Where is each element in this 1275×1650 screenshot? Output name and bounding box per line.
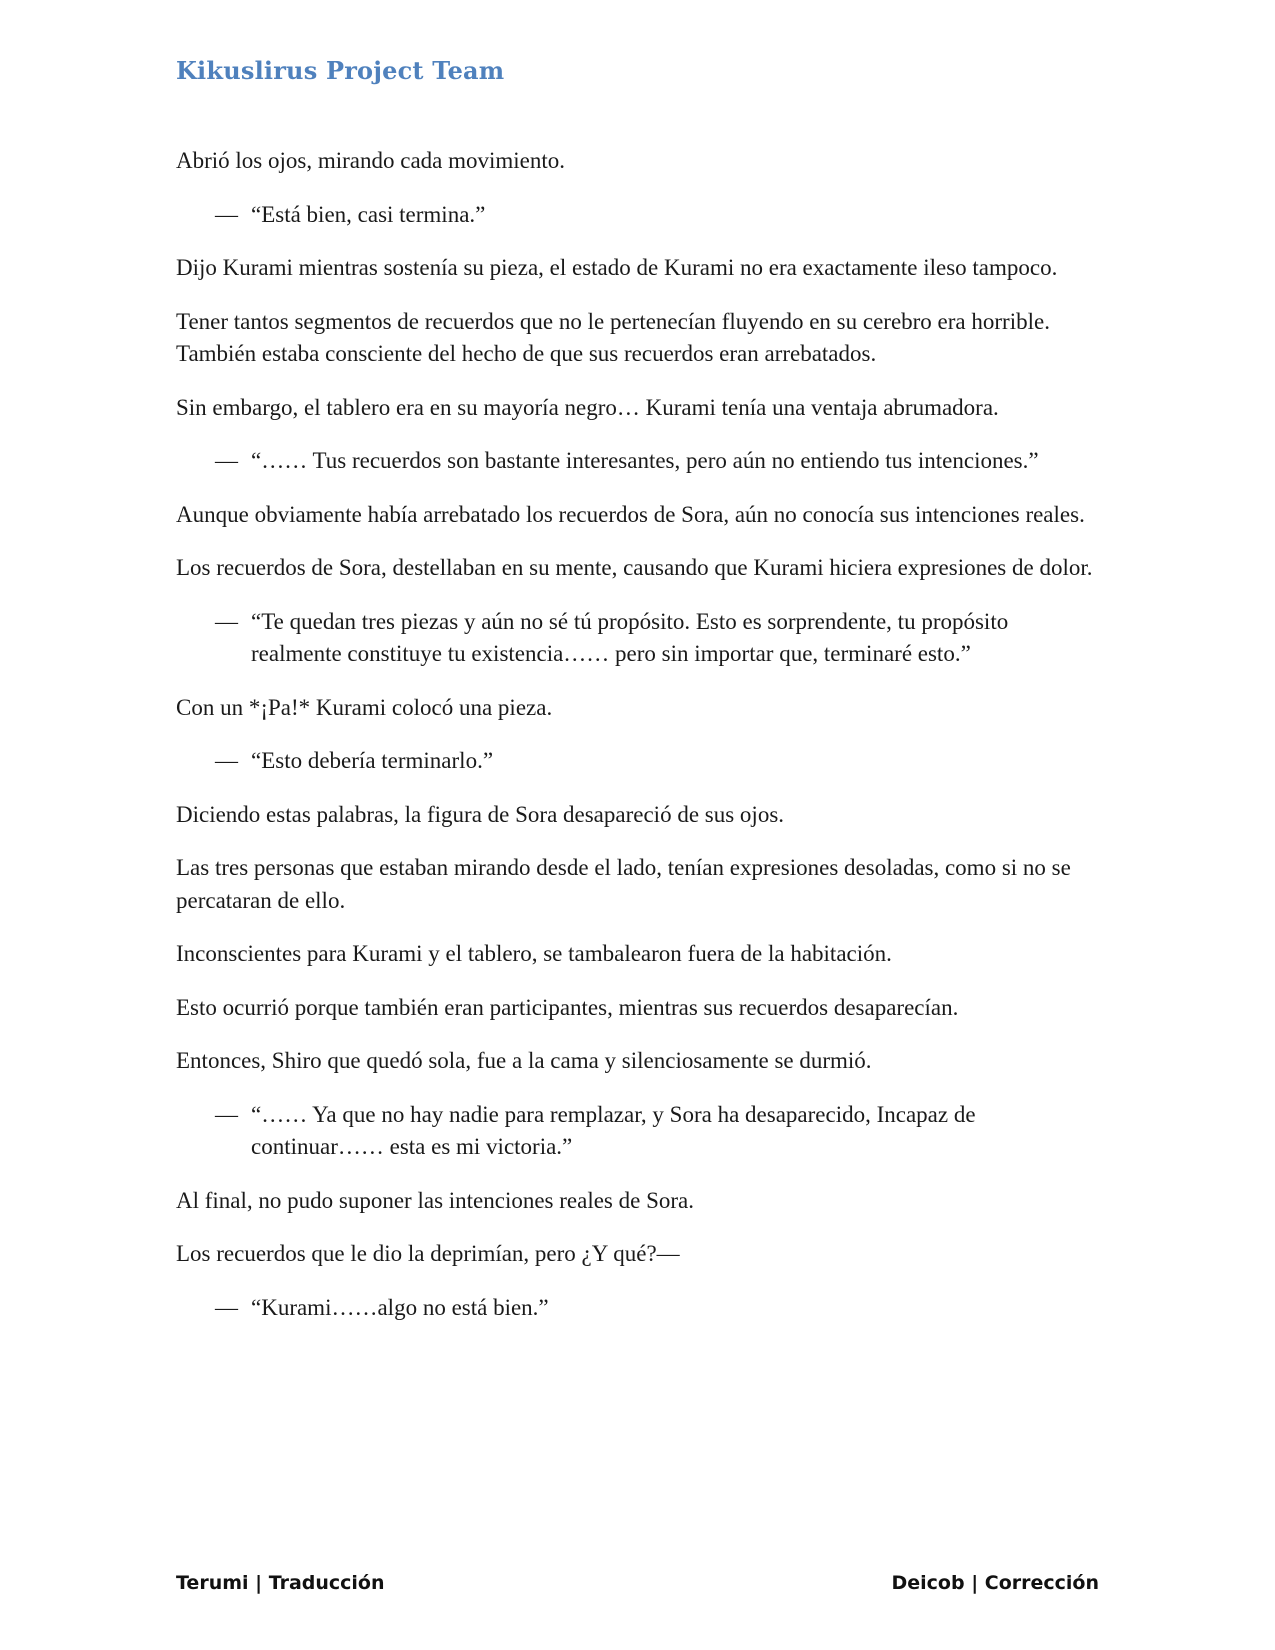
dialogue-dash: — [215,1294,238,1320]
dialogue-line [176,745,1101,778]
paragraph: Tener tantos segmentos de recuerdos que no le pertenecían fluyendo en su cerebro era horrible. También estaba consciente del hecho de que sus recuerdos eran arrebatados. [176,308,1050,366]
paragraph: Entonces, Shiro que quedó sola, fue a la cama y silenciosamente se durmió. [176,1048,872,1073]
paragraph: Con un *¡Pa!* Kurami colocó una pieza. [176,694,553,720]
paragraph: Las tres personas que estaban mirando desde el lado, tenían expresiones desoladas, como si no se percataran de ello. [176,855,1071,913]
paragraph: Dijo Kurami mientras sostenía su pieza, el estado de Kurami no era exactamente ileso tampoco. [176,255,1058,280]
footer-translator-credit: Terumi | Traducción [176,1572,385,1594]
dialogue-line [176,1292,1101,1325]
paragraph: Inconscientes para Kurami y el tablero, se tambalearon fuera de la habitación. [176,941,892,966]
dialogue-text: “Esto debería terminarlo.” [251,748,494,773]
paragraph: Esto ocurrió porque también eran participantes, mientras sus recuerdos desaparecían. [176,994,959,1020]
paragraph: Aunque obviamente había arrebatado los recuerdos de Sora, aún no conocía sus intenciones reales. [176,501,1085,527]
paragraph: Sin embargo, el tablero era en su mayoría negro… Kurami tenía una ventaja abrumadora. [176,394,999,420]
paragraph: Abrió los ojos, mirando cada movimiento. [176,148,566,173]
paragraph: Diciendo estas palabras, la figura de Sora desapareció de sus ojos. [176,801,785,827]
dialogue-text: “Te quedan tres piezas y aún no sé tú propósito. Esto es sorprendente, tu propósito realmente constituye tu existencia…… pero sin importar que, terminaré esto.” [251,608,1009,666]
paragraph: Los recuerdos de Sora, destellaban en su mente, causando que Kurami hiciera expresiones de dolor. [176,555,1093,580]
footer-proofreader-credit: Deicob | Corrección [891,1572,1099,1594]
paragraph: Los recuerdos que le dio la deprimían, pero ¿Y qué?— [176,1241,680,1266]
dialogue-line [176,199,1101,232]
page-header-title: Kikuslirus Project Team [176,56,505,85]
dialogue-text: “Está bien, casi termina.” [251,201,486,227]
dialogue-dash: — [215,748,238,773]
dialogue-dash: — [215,448,238,473]
dialogue-line [176,1099,1101,1164]
document-body [176,145,1101,1345]
paragraph: Al final, no pudo suponer las intenciones reales de Sora. [176,1187,695,1213]
dialogue-text: “…… Ya que no hay nadie para remplazar, y Sora ha desaparecido, Incapaz de continuar…… esta es mi victoria.” [251,1101,976,1159]
dialogue-dash: — [215,201,238,227]
dialogue-line [176,445,1101,478]
dialogue-line [176,606,1101,671]
dialogue-text: “…… Tus recuerdos son bastante interesantes, pero aún no entiendo tus intenciones.” [251,448,1039,473]
dialogue-dash: — [215,608,238,634]
dialogue-text: “Kurami……algo no está bien.” [251,1294,549,1320]
dialogue-dash: — [215,1101,238,1127]
